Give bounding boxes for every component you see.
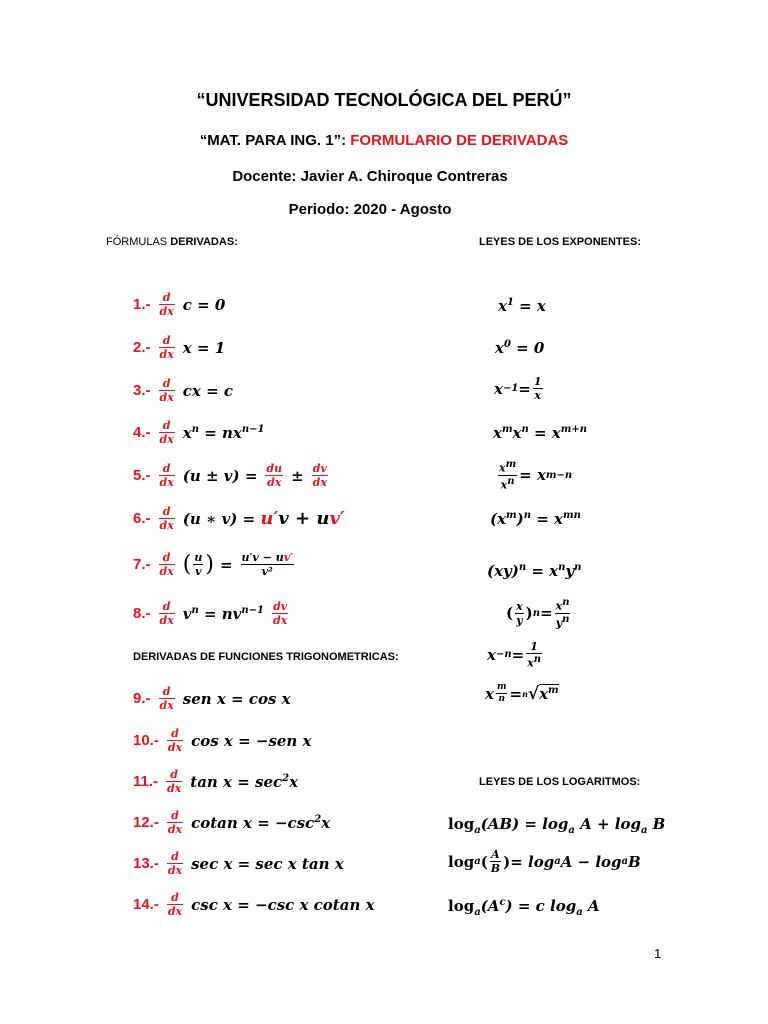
quotient-lhs: ( $\frac{u}{v}$ ) — [182, 551, 214, 578]
exponent-law-2: $x^0 = 0$ — [495, 339, 545, 357]
formula-expression: $v^n = nv^{n-1}$ — [182, 604, 265, 623]
ddx-operator: $\frac{d}{dx}$ — [167, 768, 182, 795]
formula-label: 7.- — [133, 556, 151, 573]
ddx-operator: $\frac{d}{dx}$ — [167, 809, 183, 836]
du-dx-fraction: $\frac{du}{dx}$ — [266, 462, 283, 489]
log-law-quotient: log a ( $\frac{A}{B}$ ) = log a A − log a B — [448, 848, 641, 875]
section-formulas-b: DERIVADAS: — [170, 236, 238, 248]
formula-label: 3.- — [133, 382, 151, 399]
formula-expression: sec x = sec x tan x — [191, 854, 344, 873]
formula-label: 11.- — [133, 773, 159, 790]
log-law-product: $\log_a(AB) = \log_a A + \log_a B$ — [448, 815, 666, 836]
ddx-operator: $\frac{d}{dx}$ — [159, 419, 174, 446]
section-formulas-a: FÓRMULAS — [106, 236, 168, 248]
log-law-power: $\log_a(A^c) = c$ $\log_a A$ — [448, 897, 600, 918]
ddx-operator: $\frac{d}{dx}$ — [159, 334, 174, 361]
section-formulas — [106, 236, 238, 248]
ddx-operator: $\frac{d}{dx}$ — [159, 685, 174, 712]
derivative-row-3 — [133, 378, 233, 403]
ddx-operator: $\frac{d}{dx}$ — [167, 850, 183, 877]
formula-expression: (u ∗ v) = u′v + uv′ — [182, 508, 345, 529]
ddx-operator: $\frac{d}{dx}$ — [159, 505, 174, 532]
formula-expression: x = 1 — [182, 338, 226, 357]
exponent-law-1: $x^1 = x$ — [498, 297, 546, 315]
formula-label: 9.- — [133, 690, 151, 707]
exponent-law-5: $\frac{x^m}{x^n}$ = x m−n — [499, 459, 573, 492]
derivative-row-10 — [133, 728, 312, 753]
ddx-operator: $\frac{d}{dx}$ — [159, 377, 174, 404]
teacher-line: Docente: Javier A. Chiroque Contreras — [232, 168, 508, 185]
ddx-operator: $\frac{d}{dx}$ — [159, 462, 174, 489]
formula-label: 14.- — [133, 896, 159, 913]
formula-label: 10.- — [133, 732, 159, 749]
course-title: FORMULARIO DE DERIVADAS — [350, 132, 569, 149]
ddx-operator: $\frac{d}{dx}$ — [159, 551, 174, 578]
formula-expression: cx = c — [182, 381, 233, 400]
plus-minus-sign: ± — [291, 466, 304, 485]
formula-label: 4.- — [133, 424, 151, 441]
period-line: Periodo: 2020 - Agosto — [288, 201, 452, 218]
formula-label: 1.- — [133, 296, 151, 313]
derivative-row-6 — [133, 506, 345, 531]
ddx-operator: $\frac{d}{dx}$ — [167, 727, 183, 754]
document-title: “UNIVERSIDAD TECNOLÓGICA DEL PERÚ” — [196, 90, 572, 110]
derivative-row-1 — [133, 292, 225, 317]
exponent-law-10: x $\frac{m}{n}$ = n √ $x^m$ — [485, 682, 559, 704]
exponent-law-9: x −n = $\frac{1}{x^n}$ — [487, 640, 542, 670]
formula-label: 5.- — [133, 467, 151, 484]
derivative-row-13 — [133, 851, 344, 876]
dv-dx-fraction: $\frac{dv}{dx}$ — [273, 600, 288, 627]
formula-expression: $\tan x = \sec^2x$ — [190, 772, 299, 791]
derivative-row-7 — [133, 552, 296, 577]
formula-expression: $x^n = nx^{n-1}$ — [182, 423, 265, 442]
formula-expression: cotan $x = -\csc^2x$ — [191, 813, 331, 832]
formula-label: 12.- — [133, 814, 159, 831]
exponent-law-8: ( $\frac{x}{y}$ ) n = $\frac{x^n}{y^n}$ — [506, 597, 570, 630]
page-number: 1 — [654, 946, 662, 961]
derivative-row-2 — [133, 335, 225, 360]
quotient-rhs: $\frac{u'v - uv'}{\text{v²}}$ — [241, 551, 293, 578]
exponent-law-7: $(xy)^n = x^ny^n$ — [487, 562, 582, 580]
formula-label: 2.- — [133, 339, 151, 356]
derivative-row-11 — [133, 769, 298, 794]
derivative-row-5 — [133, 463, 330, 488]
ddx-operator: $\frac{d}{dx}$ — [159, 600, 174, 627]
course-line — [0, 132, 768, 149]
formula-expression: (u ± v) = — [182, 466, 258, 485]
exponent-law-3: x −1 = $\frac{1}{x}$ — [494, 375, 542, 402]
exponent-law-6: $(x^m)^n = x^{mn}$ — [490, 510, 581, 528]
equals-sign: = — [219, 555, 233, 574]
derivative-row-12 — [133, 810, 330, 835]
derivative-row-4 — [133, 420, 264, 445]
section-exponents: LEYES DE LOS EXPONENTES: — [479, 236, 641, 248]
derivative-row-9 — [133, 686, 291, 711]
formula-expression: sen x = cos x — [182, 689, 291, 708]
formula-expression: c = 0 — [182, 295, 226, 314]
ddx-operator: $\frac{d}{dx}$ — [167, 891, 183, 918]
section-logs: LEYES DE LOS LOGARITMOS: — [479, 776, 641, 788]
formula-label: 6.- — [133, 510, 151, 527]
ddx-operator: $\frac{d}{dx}$ — [159, 291, 174, 318]
formula-label: 13.- — [133, 855, 159, 872]
section-trig: DERIVADAS DE FUNCIONES TRIGONOMETRICAS: — [133, 651, 399, 663]
derivative-row-8 — [133, 601, 290, 626]
exponent-law-4: $x^mx^n = x^{m+n}$ — [493, 424, 587, 442]
formula-expression: csc x = −csc x cotan x — [191, 895, 375, 914]
derivative-row-14 — [133, 892, 375, 917]
formula-expression: cos x = −sen x — [191, 731, 312, 750]
dv-dx-fraction: $\frac{dv}{dx}$ — [312, 462, 327, 489]
formula-label: 8.- — [133, 605, 151, 622]
course-prefix: “MAT. PARA ING. 1”: — [199, 132, 347, 149]
